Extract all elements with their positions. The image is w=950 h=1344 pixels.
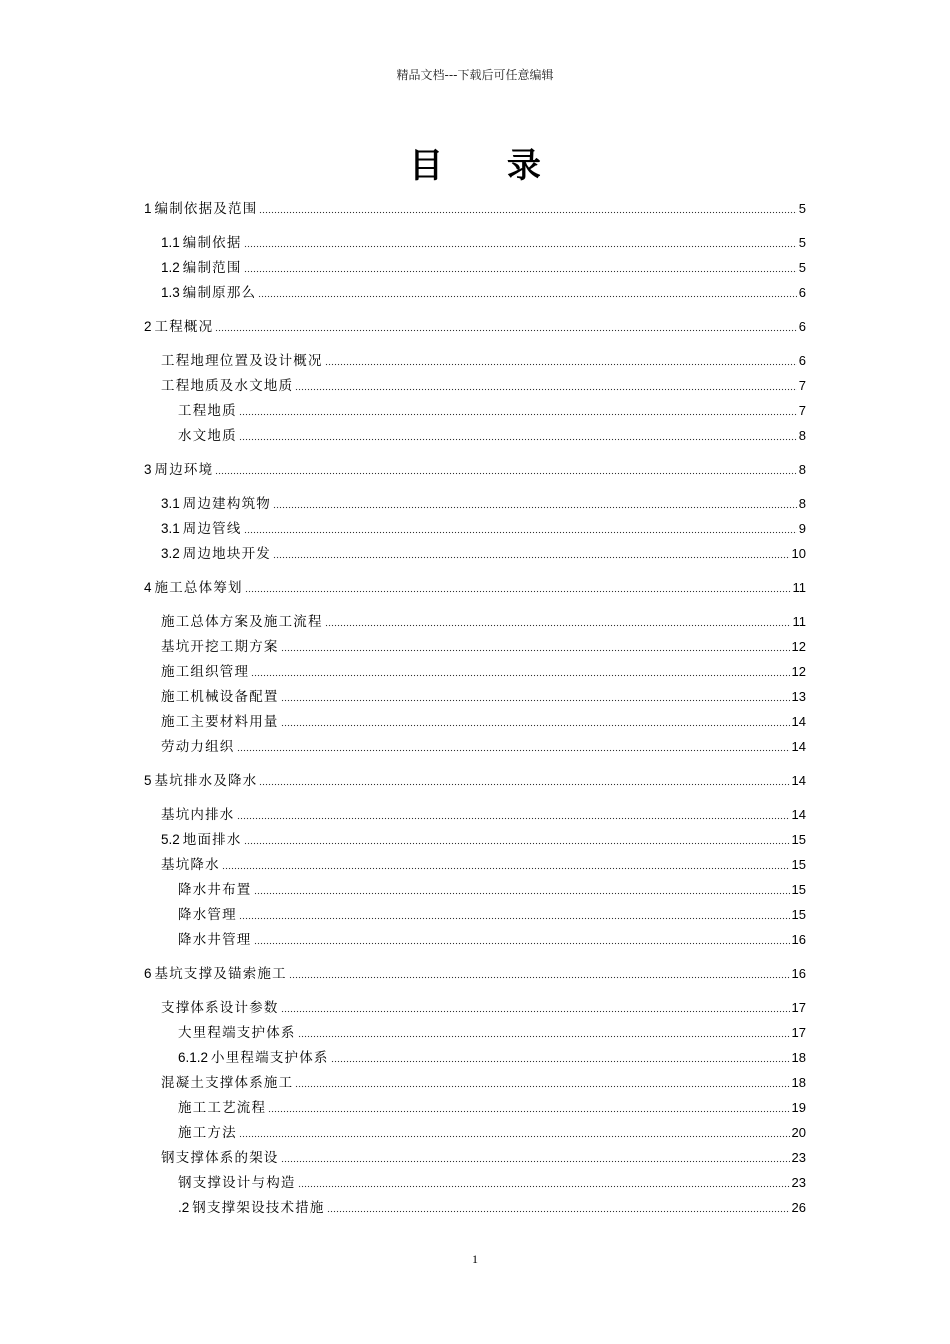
toc-entry[interactable] [144,769,806,789]
dot-leader [281,1160,790,1163]
dot-leader [273,556,790,559]
toc-entry-page: 16 [791,932,806,947]
toc-entry-text: 施工机械设备配置 [161,689,279,705]
toc-entry-page: 14 [791,807,806,822]
toc-entry-label [161,546,271,562]
toc-entry-page: 18 [791,1075,806,1090]
dot-leader [325,363,797,366]
toc-entry-page: 14 [791,714,806,729]
toc-entry-number: 1.3 [161,285,180,300]
toc-entry-page: 14 [791,773,806,788]
toc-entry-number: 1.1 [161,235,180,250]
page-number: 1 [472,1252,478,1266]
dot-leader [239,413,797,416]
toc-entry-page: 14 [791,739,806,754]
toc-entry-label [144,462,213,478]
toc-entry-number: 3 [144,462,152,477]
dot-leader [259,211,796,214]
toc-entry[interactable] [144,962,806,982]
toc-entry[interactable] [161,1071,806,1091]
toc-entry-number: 2 [144,319,152,334]
toc-entry[interactable] [178,1121,806,1141]
toc-entry[interactable] [178,1046,806,1066]
toc-entry-label [161,689,279,705]
toc-entry-label [161,285,256,301]
toc-entry-page: 15 [791,882,806,897]
dot-leader [237,749,790,752]
toc-entry-label [161,1075,293,1091]
toc-entry-label [178,932,252,948]
toc-entry-page: 18 [791,1050,806,1065]
toc-entry-page: 15 [791,857,806,872]
toc-entry-text: 降水井管理 [178,932,252,948]
toc-entry[interactable] [178,1096,806,1116]
toc-entry-page: 23 [791,1150,806,1165]
dot-leader [331,1060,790,1063]
toc-entry-label [178,1125,237,1141]
toc-entry[interactable] [161,710,806,730]
toc-entry-label [144,319,213,335]
toc-entry-page: 26 [791,1200,806,1215]
toc-entry-text: 大里程端支护体系 [178,1025,296,1041]
dot-leader [222,867,790,870]
toc-entry-number: 6.1.2 [178,1050,209,1065]
toc-entry-text: 工程概况 [154,319,214,335]
dot-leader [244,245,797,248]
toc-entry[interactable] [161,517,806,537]
dot-leader [237,817,790,820]
toc-entry-text: 施工方法 [178,1125,237,1141]
toc-entry-text: 水文地质 [178,428,237,444]
toc-entry-label [178,1100,266,1116]
toc-entry-text: 施工主要材料用量 [161,714,279,730]
toc-entry-text: 周边管线 [182,521,242,537]
toc-entry-page: 11 [792,614,806,629]
toc-entry-page: 23 [791,1175,806,1190]
toc-entry[interactable] [161,281,806,301]
toc-entry-page: 7 [798,403,806,418]
dot-leader [298,1035,790,1038]
dot-leader [295,1085,789,1088]
toc-entry-label [178,1025,296,1041]
toc-entry-label [161,260,242,276]
dot-leader [325,624,791,627]
dot-leader [239,438,797,441]
toc-entry-label [178,1175,296,1191]
toc-entry-text: 编制依据及范围 [154,201,258,217]
toc-entry-text: 施工总体筹划 [154,580,243,596]
toc-entry[interactable] [178,928,806,948]
toc-entry[interactable] [178,903,806,923]
dot-leader [268,1110,789,1113]
toc-entry-label [178,907,237,923]
toc-entry-text: 基坑支撑及锚索施工 [154,966,287,982]
page-header: 精品文档---下载后可任意编辑 [396,68,554,82]
toc-entry-page: 5 [798,201,806,216]
toc-entry[interactable] [161,803,806,823]
toc-entry[interactable] [178,878,806,898]
toc-entry-label [178,882,252,898]
toc-entry[interactable] [161,685,806,705]
dot-leader [273,506,797,509]
dot-leader [239,1135,790,1138]
toc-entry-text: 地面排水 [182,832,242,848]
toc-entry-text: 施工总体方案及施工流程 [161,614,323,630]
toc-entry-number: 4 [144,580,152,595]
dot-leader [254,942,790,945]
toc-entry-page: 16 [791,966,806,981]
toc-entry-text: 钢支撑架设技术措施 [192,1200,325,1216]
toc-entry-label [161,639,279,655]
toc-entry-text: 施工工艺流程 [178,1100,267,1116]
toc-entry[interactable] [144,576,806,596]
toc-entry-text: 降水井布置 [178,882,252,898]
toc-entry-label [161,521,242,537]
toc-entry-text: 支撑体系设计参数 [161,1000,279,1016]
toc-entry-number: 5.2 [161,832,180,847]
toc-entry[interactable] [161,542,806,562]
toc-entry-page: 5 [798,235,806,250]
toc-entry-number: 6 [144,966,152,981]
toc-entry-page: 10 [791,546,806,561]
toc-entry-text: 工程地质及水文地质 [161,378,294,394]
toc-entry-page: 19 [791,1100,806,1115]
toc-entry-label [161,378,293,394]
toc-entry-label [161,235,242,251]
toc-entry-text: 基坑排水及降水 [154,773,258,789]
toc-entry-page: 17 [791,1025,806,1040]
dot-leader [281,699,790,702]
toc-entry-text: 周边建构筑物 [182,496,271,512]
toc-entry-page: 7 [798,378,806,393]
toc-entry-label [178,403,237,419]
toc-entry-number: 3.1 [161,521,180,536]
dot-leader [281,724,790,727]
toc-entry-page: 17 [791,1000,806,1015]
toc-entry-page: 15 [791,832,806,847]
toc-entry-text: 编制依据 [182,235,242,251]
toc-entry-text: 劳动力组织 [161,739,235,755]
toc-entry-text: 基坑降水 [161,857,220,873]
dot-leader [281,649,790,652]
dot-leader [239,917,790,920]
toc-entry-text: 编制原那么 [182,285,257,301]
dot-leader [245,590,791,593]
toc-entry-page: 13 [791,689,806,704]
toc-entry[interactable] [144,458,806,478]
toc-entry-number: 1.2 [161,260,180,275]
toc-entry-page: 8 [798,462,806,477]
toc-entry-label [178,1050,329,1066]
toc-entry-label [161,807,235,823]
toc-entry[interactable] [161,256,806,276]
toc-entry-text: 工程地理位置及设计概况 [161,353,323,369]
dot-leader [251,674,789,677]
toc-entry[interactable] [178,1021,806,1041]
toc-entry-label [161,714,279,730]
dot-leader [298,1185,790,1188]
toc-entry-text: 钢支撑体系的架设 [161,1150,279,1166]
toc-entry-page: 12 [791,664,806,679]
toc-entry-page: 12 [791,639,806,654]
dot-leader [258,295,796,298]
toc-entry-label [161,353,323,369]
toc-entry-text: 降水管理 [178,907,237,923]
toc-entry-label [144,966,287,982]
toc-entry-label [161,496,271,512]
toc-entry[interactable] [161,853,806,873]
toc-entry-label [178,1200,325,1216]
toc-entry-page: 20 [791,1125,806,1140]
toc-entry-label [161,614,323,630]
dot-leader [215,472,796,475]
toc-entry-page: 9 [798,521,806,536]
dot-leader [327,1210,790,1213]
toc-entry-page: 5 [798,260,806,275]
toc-entry[interactable] [161,374,806,394]
toc-entry-text: 施工组织管理 [161,664,250,680]
toc-title: 目 录 [409,146,567,186]
toc-entry-text: 小里程端支护体系 [211,1050,329,1066]
toc-entry-label [144,580,243,596]
dot-leader [289,976,790,979]
toc-entry-number: 5 [144,773,152,788]
toc-entry-text: 基坑开挖工期方案 [161,639,279,655]
dot-leader [259,783,789,786]
toc-entry-text: 基坑内排水 [161,807,235,823]
toc-entry-page: 11 [792,580,806,595]
toc-entry-page: 6 [798,285,806,300]
toc-entry-page: 8 [798,496,806,511]
dot-leader [244,842,790,845]
toc-entry[interactable] [178,1196,806,1216]
toc-entry[interactable] [161,1146,806,1166]
toc-entry[interactable] [178,399,806,419]
toc-entry[interactable] [161,349,806,369]
toc-entry-number: 3.2 [161,546,180,561]
toc-entry[interactable] [178,424,806,444]
toc-entry-page: 15 [791,907,806,922]
toc-entry[interactable] [161,660,806,680]
toc-entry-label [161,739,235,755]
toc-entry-text: 工程地质 [178,403,237,419]
toc-entry-label [144,201,257,217]
toc-entry-page: 6 [798,319,806,334]
toc-entry-text: 编制范围 [182,260,242,276]
dot-leader [254,892,790,895]
toc-entry-label [161,857,220,873]
dot-leader [244,270,797,273]
toc-entry-text: 钢支撑设计与构造 [178,1175,296,1191]
dot-leader [215,329,796,332]
dot-leader [281,1010,790,1013]
toc-entry[interactable] [161,492,806,512]
toc-entry-page: 8 [798,428,806,443]
toc-entry-number: 3.1 [161,496,180,511]
toc-entry-label [144,773,257,789]
toc-entry-text: 周边环境 [154,462,214,478]
toc-entry-number: .2 [178,1200,190,1215]
toc-entry-page: 6 [798,353,806,368]
toc-entry[interactable] [178,1171,806,1191]
toc-entry-label [178,428,237,444]
toc-entry-number: 1 [144,201,152,216]
toc-entry-label [161,664,249,680]
toc-entry[interactable] [161,231,806,251]
dot-leader [244,531,797,534]
toc-entry-text: 混凝土支撑体系施工 [161,1075,294,1091]
toc-entry-text: 周边地块开发 [182,546,271,562]
toc-entry[interactable] [161,828,806,848]
toc-entry[interactable] [161,996,806,1016]
dot-leader [295,388,796,391]
toc-entry[interactable] [161,635,806,655]
toc-entry[interactable] [161,610,806,630]
toc-entry[interactable] [144,197,806,217]
toc-entry-label [161,1000,279,1016]
toc-entry[interactable] [144,315,806,335]
toc-entry[interactable] [161,735,806,755]
toc-entry-label [161,1150,279,1166]
toc-entry-label [161,832,242,848]
